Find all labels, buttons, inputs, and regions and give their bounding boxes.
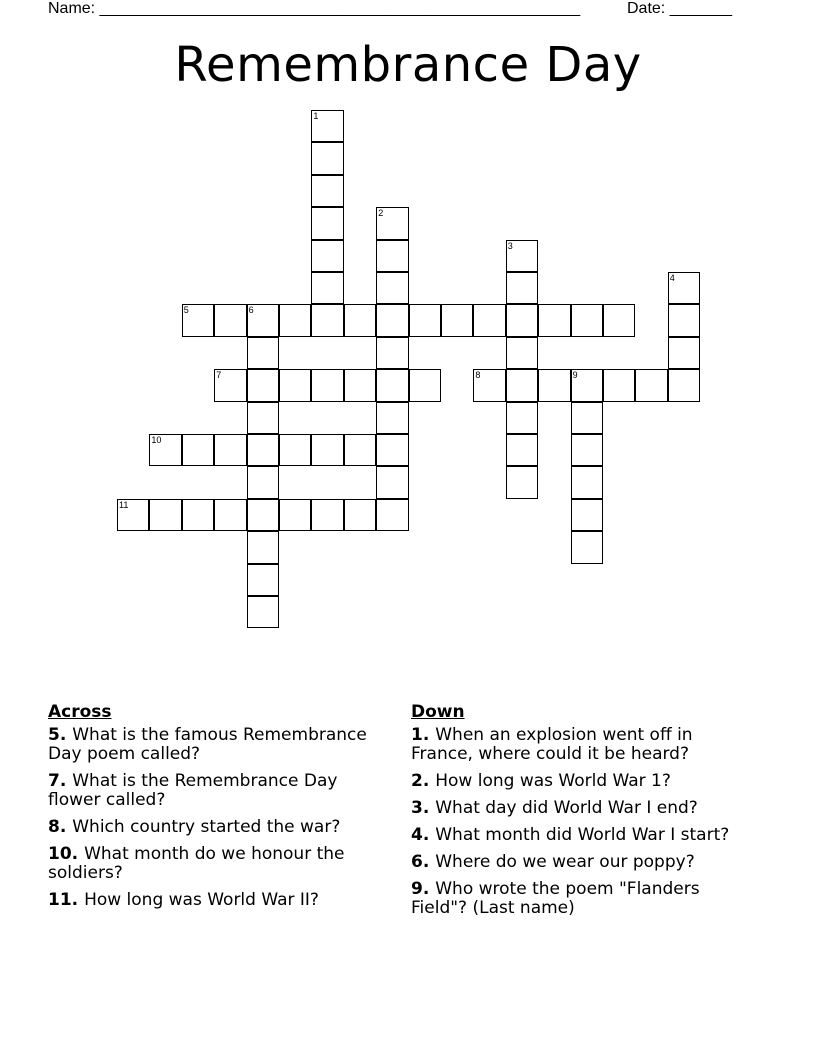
crossword-cell[interactable] bbox=[668, 337, 700, 369]
crossword-cell[interactable] bbox=[668, 272, 700, 304]
crossword-cell[interactable] bbox=[409, 369, 441, 401]
crossword-cell[interactable] bbox=[247, 337, 279, 369]
crossword-cell[interactable] bbox=[279, 499, 311, 531]
crossword-cell[interactable] bbox=[506, 240, 538, 272]
crossword-cell[interactable] bbox=[182, 434, 214, 466]
clue-number: 2 bbox=[378, 208, 384, 219]
crossword-cell[interactable] bbox=[311, 110, 343, 142]
crossword-cell[interactable] bbox=[117, 499, 149, 531]
crossword-cell[interactable] bbox=[603, 369, 635, 401]
clue-number: 11 bbox=[119, 499, 129, 510]
crossword-cell[interactable] bbox=[376, 207, 408, 239]
crossword-cell[interactable] bbox=[247, 434, 279, 466]
crossword-cell[interactable] bbox=[279, 304, 311, 336]
clue-number: 7 bbox=[216, 370, 222, 381]
crossword-cell[interactable] bbox=[376, 272, 408, 304]
crossword-cell[interactable] bbox=[376, 240, 408, 272]
crossword-cell[interactable] bbox=[409, 304, 441, 336]
clue-text: Which country started the war? bbox=[72, 817, 341, 837]
crossword-cell[interactable] bbox=[571, 369, 603, 401]
crossword-cell[interactable] bbox=[149, 499, 181, 531]
crossword-cell[interactable] bbox=[668, 304, 700, 336]
across-clue: 11. How long was World War II? bbox=[48, 890, 319, 910]
crossword-cell[interactable] bbox=[376, 434, 408, 466]
crossword-cell[interactable] bbox=[182, 499, 214, 531]
clue-text: Who wrote the poem "Flanders Field"? (Last name) bbox=[411, 879, 700, 918]
crossword-cell[interactable] bbox=[247, 499, 279, 531]
across-heading: Across bbox=[48, 702, 112, 722]
crossword-cell[interactable] bbox=[506, 369, 538, 401]
clue-number: 9 bbox=[572, 370, 578, 381]
crossword-cell[interactable] bbox=[311, 304, 343, 336]
crossword-cell[interactable] bbox=[376, 337, 408, 369]
crossword-cell[interactable] bbox=[311, 142, 343, 174]
crossword-cell[interactable] bbox=[247, 564, 279, 596]
crossword-cell[interactable] bbox=[247, 304, 279, 336]
across-clue: 7. What is the Remembrance Day flower called? bbox=[48, 771, 338, 810]
crossword-cell[interactable] bbox=[376, 369, 408, 401]
page-title: Remembrance Day bbox=[174, 37, 642, 93]
crossword-cell[interactable] bbox=[571, 466, 603, 498]
crossword-cell[interactable] bbox=[279, 369, 311, 401]
crossword-cell[interactable] bbox=[376, 402, 408, 434]
crossword-cell[interactable] bbox=[441, 304, 473, 336]
clue-text: What day did World War I end? bbox=[435, 798, 698, 818]
clue-number: 5 bbox=[48, 725, 60, 745]
crossword-cell[interactable] bbox=[311, 207, 343, 239]
clue-number: 3 bbox=[411, 798, 423, 818]
crossword-cell[interactable] bbox=[311, 175, 343, 207]
crossword-cell[interactable] bbox=[214, 304, 246, 336]
crossword-cell[interactable] bbox=[214, 499, 246, 531]
crossword-cell[interactable] bbox=[247, 531, 279, 563]
across-clue: 5. What is the famous Remembrance Day poem called? bbox=[48, 725, 367, 764]
crossword-cell[interactable] bbox=[344, 304, 376, 336]
crossword-cell[interactable] bbox=[311, 369, 343, 401]
clue-number: 1 bbox=[313, 111, 319, 121]
crossword-cell[interactable] bbox=[376, 499, 408, 531]
across-clue: 8. Which country started the war? bbox=[48, 817, 341, 837]
clue-number: 2 bbox=[411, 771, 423, 791]
across-list bbox=[48, 726, 393, 910]
crossword-cell[interactable] bbox=[571, 304, 603, 336]
crossword-cell[interactable] bbox=[376, 304, 408, 336]
crossword-cell[interactable] bbox=[506, 402, 538, 434]
crossword-cell[interactable] bbox=[344, 499, 376, 531]
crossword-cell[interactable] bbox=[311, 434, 343, 466]
crossword-cell[interactable] bbox=[344, 369, 376, 401]
crossword-cell[interactable] bbox=[603, 304, 635, 336]
crossword-cell[interactable] bbox=[247, 402, 279, 434]
down-clue: 3. What day did World War I end? bbox=[411, 798, 698, 818]
clue-number: 10 bbox=[151, 435, 162, 445]
clue-text: What month do we honour the soldiers? bbox=[48, 844, 345, 883]
crossword-cell[interactable] bbox=[279, 434, 311, 466]
clue-number: 8 bbox=[475, 370, 481, 381]
crossword-cell[interactable] bbox=[311, 272, 343, 304]
crossword-cell[interactable] bbox=[635, 369, 667, 401]
crossword-cell[interactable] bbox=[344, 434, 376, 466]
crossword-cell[interactable] bbox=[506, 304, 538, 336]
clue-number: 7 bbox=[48, 771, 60, 791]
crossword-cell[interactable] bbox=[668, 369, 700, 401]
date-field[interactable]: Date: _______ bbox=[627, 0, 732, 17]
crossword-cell[interactable] bbox=[247, 596, 279, 628]
clue-number: 8 bbox=[48, 817, 60, 837]
crossword-cell[interactable] bbox=[538, 369, 570, 401]
crossword-cell[interactable] bbox=[214, 434, 246, 466]
crossword-cell[interactable] bbox=[538, 304, 570, 336]
crossword-cell[interactable] bbox=[473, 304, 505, 336]
crossword-cell[interactable] bbox=[571, 402, 603, 434]
down-clue: 4. What month did World War I start? bbox=[411, 825, 730, 845]
clue-number: 5 bbox=[183, 305, 189, 316]
clue-number: 9 bbox=[411, 879, 423, 899]
clue-number: 6 bbox=[248, 305, 254, 316]
clue-number: 3 bbox=[507, 240, 513, 251]
across-clue: 10. What month do we honour the soldiers? bbox=[48, 844, 345, 883]
down-clue: 2. How long was World War 1? bbox=[411, 771, 671, 791]
crossword-cell[interactable] bbox=[506, 434, 538, 466]
clue-text: How long was World War 1? bbox=[435, 771, 671, 791]
down-clue: 6. Where do we wear our poppy? bbox=[411, 852, 695, 872]
crossword-cell[interactable] bbox=[571, 531, 603, 563]
down-clues bbox=[411, 703, 756, 926]
down-clue: 1. When an explosion went off in France, where could it be heard? bbox=[411, 725, 693, 764]
clue-text: What is the Remembrance Day flower called? bbox=[48, 771, 338, 810]
crossword-cell[interactable] bbox=[506, 272, 538, 304]
crossword-cell[interactable] bbox=[473, 369, 505, 401]
name-field[interactable]: Name: ______________________________________________________ bbox=[48, 0, 581, 17]
clue-number: 4 bbox=[669, 273, 675, 283]
crossword-cell[interactable] bbox=[247, 369, 279, 401]
clue-text: When an explosion went off in France, where could it be heard? bbox=[411, 725, 693, 764]
clue-number: 10 bbox=[48, 844, 72, 864]
clue-text: What month did World War I start? bbox=[435, 825, 730, 845]
crossword-cell[interactable] bbox=[506, 466, 538, 498]
crossword-cell[interactable] bbox=[506, 337, 538, 369]
crossword-cell[interactable] bbox=[247, 466, 279, 498]
clue-text: Where do we wear our poppy? bbox=[435, 852, 695, 872]
clue-number: 6 bbox=[411, 852, 423, 872]
crossword-cell[interactable] bbox=[571, 434, 603, 466]
crossword-cell[interactable] bbox=[311, 499, 343, 531]
down-heading: Down bbox=[411, 702, 465, 722]
clue-text: What is the famous Remembrance Day poem called? bbox=[48, 725, 367, 764]
crossword-cell[interactable] bbox=[376, 466, 408, 498]
crossword-cell[interactable] bbox=[311, 240, 343, 272]
clue-number: 1 bbox=[411, 725, 423, 745]
crossword-cell[interactable] bbox=[214, 369, 246, 401]
down-clue: 9. Who wrote the poem "Flanders Field"? (Last name) bbox=[411, 879, 700, 918]
clue-text: How long was World War II? bbox=[84, 890, 319, 910]
crossword-cell[interactable] bbox=[182, 304, 214, 336]
clue-number: 11 bbox=[48, 890, 72, 910]
crossword-cell[interactable] bbox=[149, 434, 181, 466]
clue-number: 4 bbox=[411, 825, 423, 845]
across-clues bbox=[48, 703, 393, 918]
crossword-cell[interactable] bbox=[571, 499, 603, 531]
down-list bbox=[411, 726, 756, 918]
